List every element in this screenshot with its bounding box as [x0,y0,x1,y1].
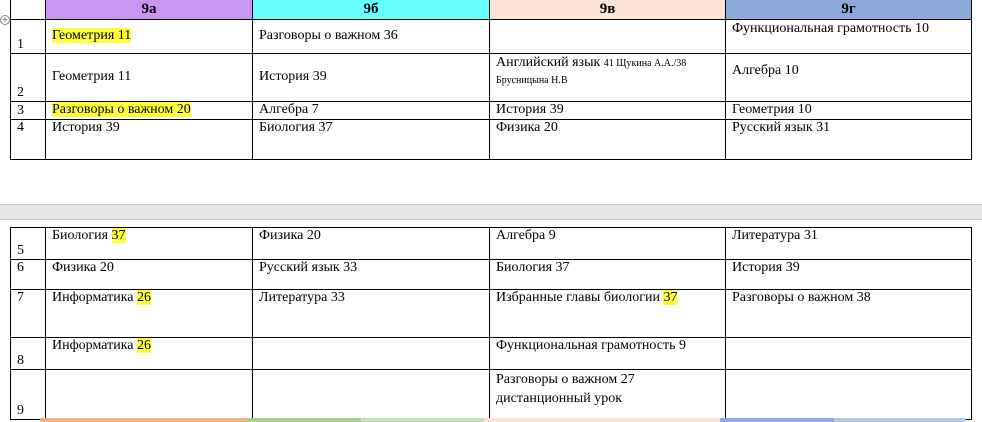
cell-text: Геометрия 10 [732,102,812,117]
table-move-handle-icon[interactable]: + [1,15,9,24]
room-highlighted: 37 [111,228,126,243]
lesson-number: 9 [11,370,46,420]
color-band-segment [247,418,361,422]
schedule-table-bottom [10,227,972,420]
cell-text: Функциональная грамотность 9 [496,338,686,353]
cell-text-highlighted: Разговоры о важном 20 [52,102,191,117]
cell-text: История 39 [52,120,120,135]
cell-text: Литература 31 [732,228,818,243]
header-row [11,0,972,20]
cell[interactable] [46,120,253,160]
cell-text: Алгебра 10 [732,63,799,78]
cell-text: Функциональная грамотность 10 [732,21,929,36]
lesson-number: 4 [11,120,46,160]
cell[interactable] [490,290,726,338]
cell[interactable] [726,370,972,420]
cell[interactable] [253,228,490,260]
cell[interactable] [726,290,972,338]
cell[interactable] [490,260,726,290]
cell-text: Разговоры о важном 38 [732,290,871,305]
cell[interactable] [490,338,726,370]
cell-text: Разговоры о важном 36 [259,28,398,43]
table-row [11,260,972,290]
cell-text: Алгебра 9 [496,228,556,243]
cell-text: Избранные главы биологии [496,290,664,305]
cell[interactable] [253,338,490,370]
cell-text: Информатика [52,290,137,305]
cell[interactable] [46,370,253,420]
table-row [11,54,972,102]
header-9v: 9в [490,0,726,20]
cell-text: Алгебра 7 [259,102,319,117]
cell[interactable] [46,54,253,102]
page-break-gap [0,204,982,220]
cell-text: Биология 37 [496,260,570,275]
room-highlighted: 26 [137,290,151,305]
lesson-number: 8 [11,338,46,370]
cell[interactable] [46,228,253,260]
color-band-segment [720,418,834,422]
color-band-segment [40,418,247,422]
cell-text: Английский язык [496,55,601,70]
cell-text: Геометрия 11 [52,69,132,84]
cell[interactable] [490,370,726,420]
schedule-table-top [10,0,972,160]
cell-teacher-note-2: Брусницына Н.В [496,75,568,86]
cell[interactable] [46,260,253,290]
cell-text: Литература 33 [259,290,345,305]
cell[interactable] [726,102,972,120]
cell-text-highlighted: Геометрия 11 [52,28,132,43]
color-band-segment [834,418,966,422]
table-row [11,20,972,54]
room-highlighted: 26 [137,338,151,353]
cell[interactable] [726,20,972,54]
lesson-number: 1 [11,20,46,54]
cell-text: Биология [52,228,112,243]
table-row [11,370,972,420]
cell-text: Разговоры о важном 27 [496,372,635,387]
cell[interactable] [253,260,490,290]
header-9b: 9б [253,0,490,20]
header-9a: 9а [46,0,253,20]
cell-text: Физика 20 [496,120,558,135]
table-row [11,102,972,120]
cell[interactable] [253,20,490,54]
header-corner [11,0,46,20]
cell[interactable] [490,102,726,120]
cell[interactable] [726,260,972,290]
cell[interactable] [490,120,726,160]
cell-text: История 39 [496,102,564,117]
cell[interactable] [253,102,490,120]
cell-text: Физика 20 [259,228,321,243]
color-band-segment [484,418,720,422]
lesson-number: 2 [11,54,46,102]
cell[interactable] [253,54,490,102]
lesson-number: 7 [11,290,46,338]
table-row [11,290,972,338]
page-1 [0,0,982,204]
table-row [11,120,972,160]
table-row [11,228,972,260]
cell-text: История 39 [259,69,327,84]
cell-text: Информатика [52,338,137,353]
page-2 [0,220,982,422]
cell-text: Физика 20 [52,260,114,275]
room-highlighted: 37 [663,290,678,305]
lesson-number: 5 [11,228,46,260]
cell-teacher-note: 41 Щукина А.А./38 [603,58,687,69]
cell[interactable] [253,120,490,160]
header-9g: 9г [726,0,972,20]
cell-text: Биология 37 [259,120,333,135]
cell[interactable] [490,54,726,102]
cell[interactable] [726,338,972,370]
cell[interactable] [726,54,972,102]
cell-text-line2: дистанционный урок [496,391,622,406]
lesson-number: 6 [11,260,46,290]
table-row [11,338,972,370]
cell[interactable] [46,338,253,370]
cell-text: Русский язык 31 [732,120,831,135]
lesson-number: 3 [11,102,46,120]
cell[interactable] [726,120,972,160]
cell[interactable] [46,102,253,120]
cell[interactable] [726,228,972,260]
cell[interactable] [46,20,253,54]
cell[interactable] [253,290,490,338]
color-band-segment [361,418,484,422]
cell-text: Русский язык 33 [259,260,358,275]
cell[interactable] [253,370,490,420]
cell-text: История 39 [732,260,800,275]
cell[interactable] [490,228,726,260]
cell[interactable] [490,20,726,54]
cell[interactable] [46,290,253,338]
